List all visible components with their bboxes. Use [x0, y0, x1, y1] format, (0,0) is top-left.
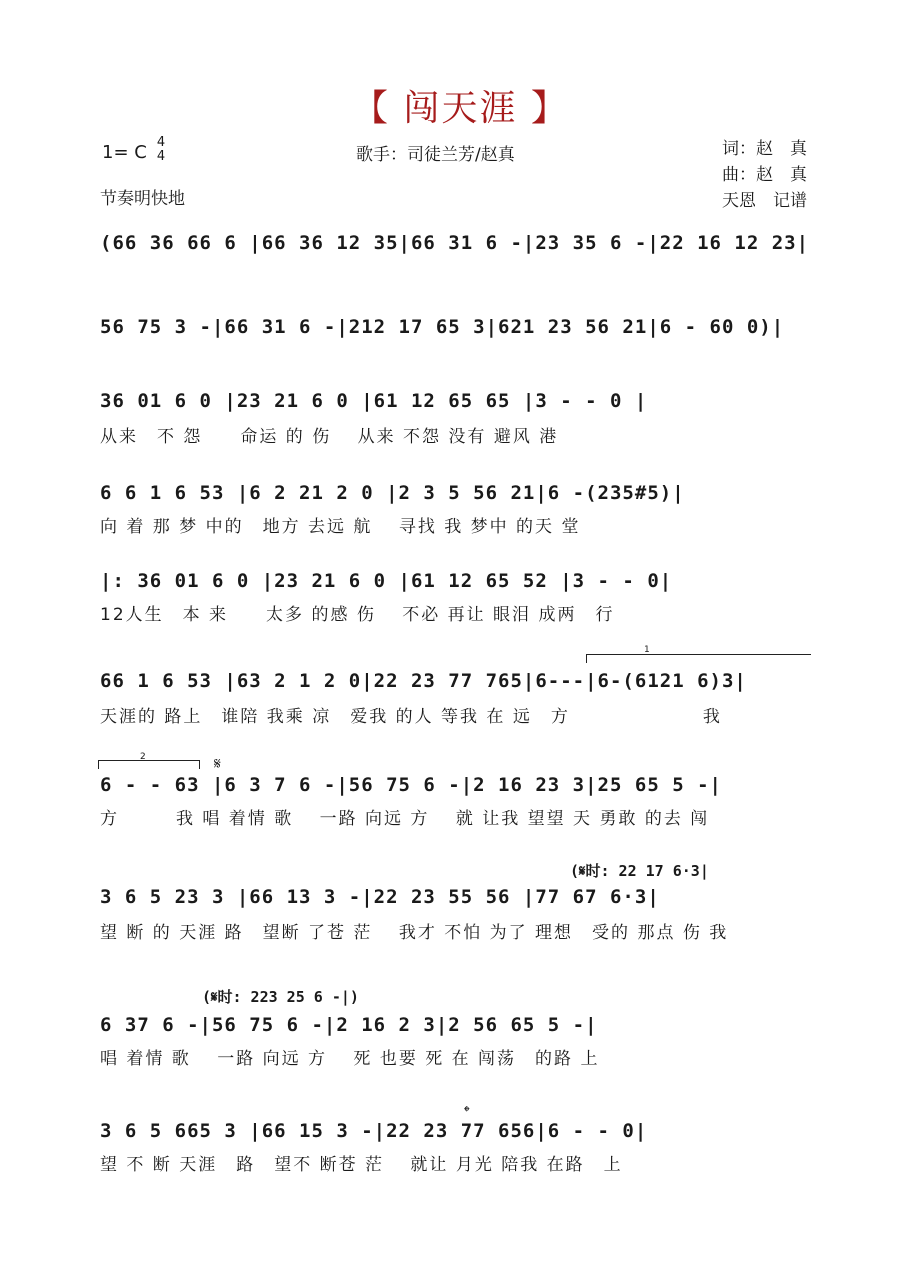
lyric-line-10: 望 不 断 天涯 路 望不 断苍 茫 就让 月光 陪我 在路 上 — [100, 1155, 623, 1175]
ds-open-paren-9: ( — [202, 988, 212, 1006]
tempo-marking: 节奏明快地 — [100, 189, 185, 209]
lyric-line-4: 向 着 那 梦 中的 地方 去远 航 寻找 我 梦中 的天 堂 — [100, 517, 581, 537]
lyric-line-7: 方 我 唱 着情 歌 一路 向远 方 就 让我 望望 天 勇敢 的去 闯 — [100, 809, 710, 829]
lyric-line-3: 从来 不 怨 命运 的 伤 从来 不怨 没有 避风 港 — [100, 427, 559, 447]
singer-credit: 歌手：司徒兰芳/赵真 — [356, 145, 515, 165]
dal-segno-alt-8 — [570, 860, 709, 881]
transcriber-credit: 天恩 记谱 — [722, 191, 807, 211]
ds-label-9: 𝄋时: — [211, 988, 242, 1006]
lyric-line-6: 天涯的 路上 谁陪 我乘 凉 爱我 的人 等我 在 远 方 我 — [100, 707, 722, 727]
lyric-line-5: 12人生 本 来 太多 的感 伤 不必 再让 眼泪 成两 行 — [100, 605, 615, 625]
notation-line-4: 6 6 1 6 53 |6 2 21 2 0 |2 3 5 56 21|6 -(235#5)| — [100, 482, 685, 504]
second-ending-bracket — [98, 760, 200, 769]
key-signature: 1= C — [102, 142, 147, 163]
notation-line-10: 3 6 5 665 3 |66 15 3 -|22 23 77 656|6 - - 0| — [100, 1120, 648, 1142]
first-ending-bracket — [586, 654, 811, 663]
lyric-line-9: 唱 着情 歌 一路 向远 方 死 也要 死 在 闯荡 的路 上 — [100, 1049, 600, 1069]
notation-line-2: 56 75 3 -|66 31 6 -|212 17 65 3|621 23 56 21|6 - 60 0)| — [100, 316, 785, 338]
time-signature-top: 4 — [156, 135, 166, 150]
coda-icon: 𝄌 — [464, 1102, 470, 1121]
lyricist-credit: 词：赵 真 — [722, 139, 807, 159]
ds-open-paren-8: ( — [570, 862, 580, 880]
notation-line-6: 66 1 6 53 |63 2 1 2 0|22 23 77 765|6---|6-(6121 6)3| — [100, 670, 747, 692]
notation-line-8: 3 6 5 23 3 |66 13 3 -|22 23 55 56 |77 67 6·3| — [100, 886, 660, 908]
composer-credit: 曲：赵 真 — [722, 165, 807, 185]
notation-line-3: 36 01 6 0 |23 21 6 0 |61 12 65 65 |3 - - 0 | — [100, 390, 648, 412]
time-signature — [154, 136, 168, 164]
notation-line-7: 6 - - 63 |6 3 7 6 -|56 75 6 -|2 16 23 3|25 65 5 -| — [100, 774, 722, 796]
notation-line-5: |: 36 01 6 0 |23 21 6 0 |61 12 65 52 |3 - - 0| — [100, 570, 673, 592]
ds-notes-9: 223 25 6 -|) — [250, 988, 359, 1006]
notation-line-9: 6 37 6 -|56 75 6 -|2 16 2 3|2 56 65 5 -| — [100, 1014, 598, 1036]
ds-notes-8: 22 17 6·3| — [618, 862, 709, 880]
second-ending-number: 2 — [140, 752, 146, 762]
ds-label-8: 𝄋时: — [579, 862, 610, 880]
segno-icon: 𝄋 — [214, 754, 221, 773]
first-ending-number: 1 — [644, 645, 650, 655]
song-title: 【 闯天涯 】 — [352, 88, 569, 129]
dal-segno-alt-9 — [202, 986, 359, 1007]
notation-line-1: (66 36 66 6 |66 36 12 35|66 31 6 -|23 35 6 -|22 16 12 23| — [100, 232, 810, 254]
lyric-line-8: 望 断 的 天涯 路 望断 了苍 茫 我才 不怕 为了 理想 受的 那点 伤 我 — [100, 923, 729, 943]
time-signature-bottom: 4 — [156, 149, 166, 164]
